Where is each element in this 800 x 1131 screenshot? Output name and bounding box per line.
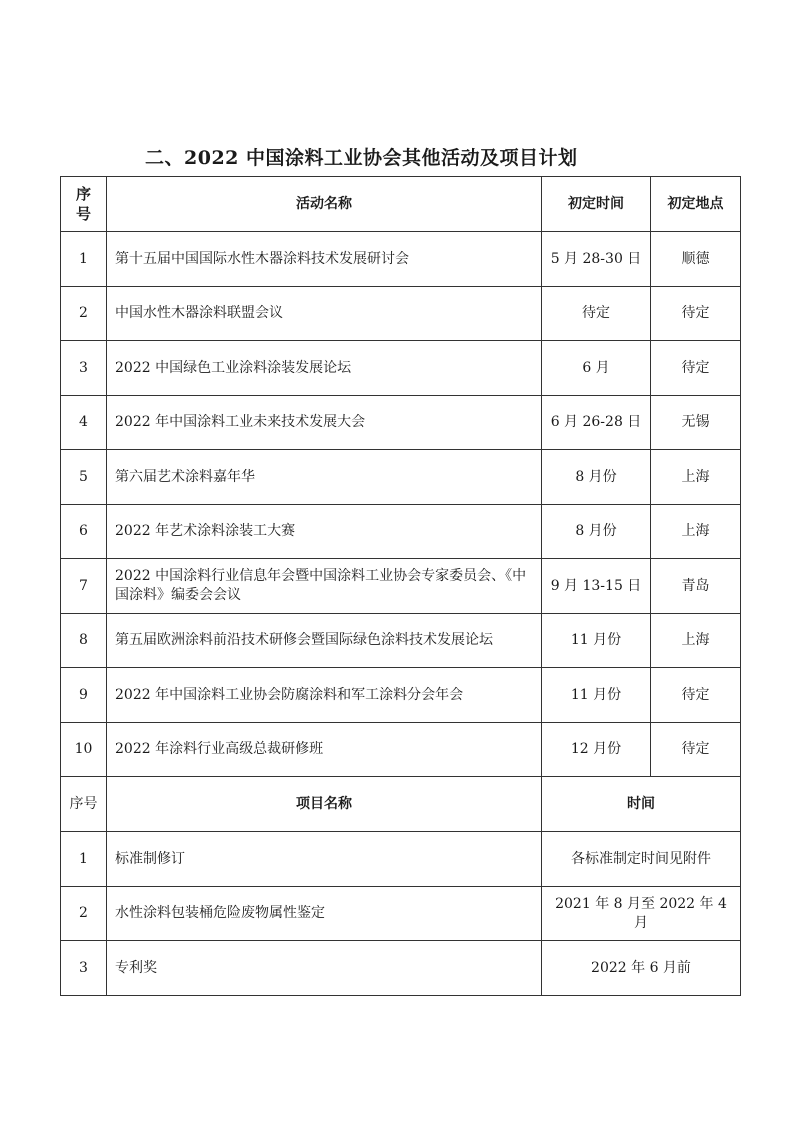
project-time: 2022 年 6 月前 [542,941,741,996]
activity-row [61,614,741,668]
activity-name: 中国水性木器涂料联盟会议 [107,287,542,341]
activity-seq: 7 [61,559,107,614]
projects-header-seq: 序号 [61,777,107,832]
project-name: 标准制修订 [107,832,542,887]
activity-place: 待定 [651,723,741,777]
activity-row [61,341,741,396]
activity-seq: 5 [61,450,107,505]
activity-seq: 1 [61,232,107,287]
activity-seq: 6 [61,505,107,559]
activity-row [61,505,741,559]
project-name: 水性涂料包装桶危险废物属性鉴定 [107,887,542,941]
activity-name: 2022 年中国涂料工业协会防腐涂料和军工涂料分会年会 [107,668,542,723]
header-planned-time: 初定时间 [542,177,651,232]
header-activity-name: 活动名称 [107,177,542,232]
activity-seq: 10 [61,723,107,777]
project-seq: 2 [61,887,107,941]
project-seq: 1 [61,832,107,887]
activity-seq: 8 [61,614,107,668]
activity-place: 上海 [651,614,741,668]
activity-seq: 2 [61,287,107,341]
activity-place: 顺德 [651,232,741,287]
project-name: 专利奖 [107,941,542,996]
project-row [61,832,741,887]
projects-header-name: 项目名称 [107,777,542,832]
activity-time: 5 月 28-30 日 [542,232,651,287]
activity-name: 2022 年中国涂料工业未来技术发展大会 [107,396,542,450]
activity-time: 11 月份 [542,614,651,668]
activity-place: 上海 [651,505,741,559]
projects-header-row [61,777,741,832]
activity-seq: 4 [61,396,107,450]
header-planned-place: 初定地点 [651,177,741,232]
header-seq [61,177,107,232]
header-seq-label: 序号 [75,185,91,223]
project-row [61,941,741,996]
activities-header-row [61,177,741,232]
activity-place: 上海 [651,450,741,505]
activity-seq: 9 [61,668,107,723]
activity-time: 待定 [542,287,651,341]
project-row [61,887,741,941]
activity-time: 11 月份 [542,668,651,723]
activity-time: 8 月份 [542,505,651,559]
activity-time: 6 月 [542,341,651,396]
activity-place: 无锡 [651,396,741,450]
activity-row [61,396,741,450]
activity-time: 9 月 13-15 日 [542,559,651,614]
project-time: 2021 年 8 月至 2022 年 4 月 [542,887,741,941]
plan-table [60,176,741,996]
activity-place: 青岛 [651,559,741,614]
project-seq: 3 [61,941,107,996]
activity-time: 6 月 26-28 日 [542,396,651,450]
activity-name: 第五届欧洲涂料前沿技术研修会暨国际绿色涂料技术发展论坛 [107,614,542,668]
activity-row [61,723,741,777]
activity-name: 2022 中国绿色工业涂料涂装发展论坛 [107,341,542,396]
activity-seq: 3 [61,341,107,396]
activity-name: 第十五届中国国际水性木器涂料技术发展研讨会 [107,232,542,287]
activity-name: 2022 年涂料行业高级总裁研修班 [107,723,542,777]
activity-row [61,232,741,287]
projects-header-time: 时间 [542,777,741,832]
activity-name: 第六届艺术涂料嘉年华 [107,450,542,505]
activity-row [61,450,741,505]
activity-time: 12 月份 [542,723,651,777]
activity-place: 待定 [651,341,741,396]
activity-place: 待定 [651,287,741,341]
activity-row [61,668,741,723]
activity-name: 2022 中国涂料行业信息年会暨中国涂料工业协会专家委员会、《中国涂料》编委会会议 [107,559,542,614]
activity-time: 8 月份 [542,450,651,505]
activity-row [61,287,741,341]
page-title: 二、2022 中国涂料工业协会其他活动及项目计划 [145,147,578,169]
activity-name: 2022 年艺术涂料涂装工大赛 [107,505,542,559]
project-time: 各标准制定时间见附件 [542,832,741,887]
activity-row [61,559,741,614]
activity-place: 待定 [651,668,741,723]
